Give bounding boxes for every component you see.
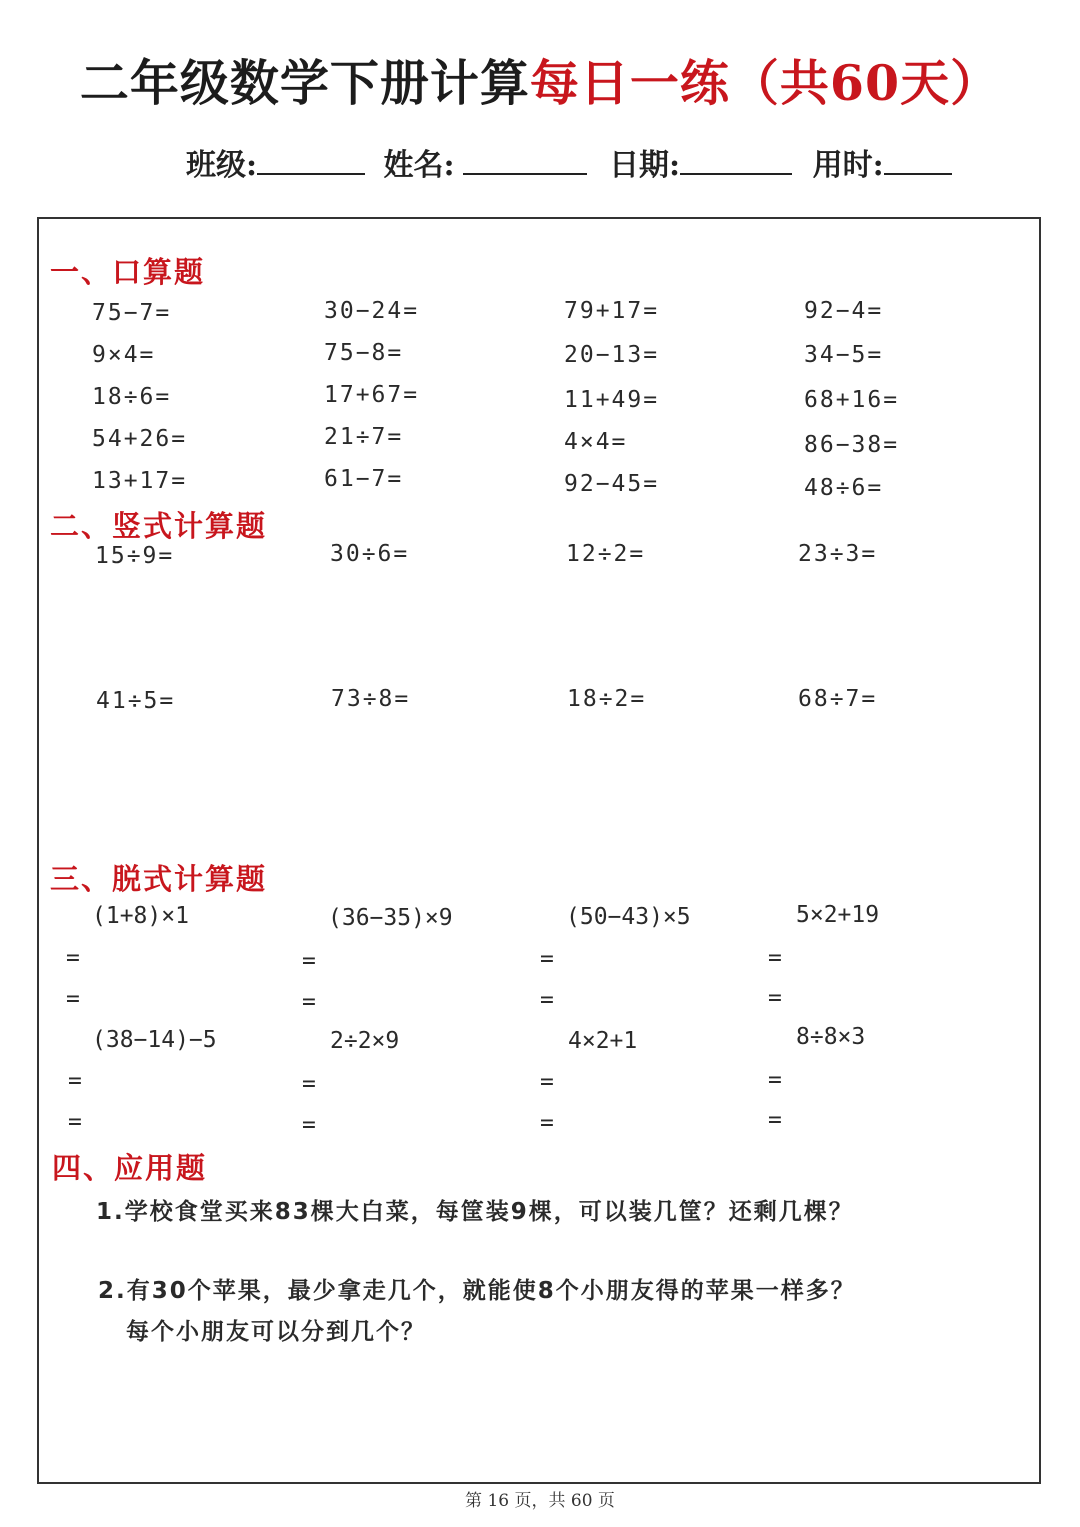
oral-problem: 48÷6= bbox=[804, 475, 884, 501]
oral-problem: 54+26= bbox=[92, 426, 188, 452]
vertical-problem: 41÷5= bbox=[96, 688, 176, 714]
name-field bbox=[384, 140, 587, 184]
step-equals-sign: = bbox=[768, 945, 782, 971]
step-equals-sign: = bbox=[540, 987, 554, 1013]
stepwise-problem: (1+8)×1 bbox=[92, 903, 189, 929]
class-label: 班级: bbox=[186, 148, 258, 183]
date-field bbox=[609, 140, 792, 184]
class-blank[interactable] bbox=[257, 143, 365, 175]
step-equals-sign: = bbox=[540, 946, 554, 972]
vertical-problem: 73÷8= bbox=[331, 686, 411, 712]
student-info-row bbox=[186, 140, 952, 184]
stepwise-problem: 8÷8×3 bbox=[796, 1024, 866, 1050]
date-blank[interactable] bbox=[680, 143, 792, 175]
step-equals-sign: = bbox=[302, 989, 316, 1015]
oral-problem: 17+67= bbox=[324, 382, 420, 408]
step-equals-sign: = bbox=[768, 1067, 782, 1093]
vertical-problem: 18÷2= bbox=[567, 686, 647, 712]
oral-problem: 34−5= bbox=[804, 342, 884, 368]
oral-problem: 79+17= bbox=[564, 298, 660, 324]
oral-problem: 92−4= bbox=[804, 298, 884, 324]
oral-problem: 4×4= bbox=[564, 429, 628, 455]
stepwise-problem: (36−35)×9 bbox=[328, 905, 453, 931]
step-equals-sign: = bbox=[540, 1110, 554, 1136]
step-equals-sign: = bbox=[768, 985, 782, 1011]
step-equals-sign: = bbox=[540, 1069, 554, 1095]
page-number: 第 16 页，共 60 页 bbox=[465, 1491, 615, 1511]
title-main: 二年级数学下册计算 bbox=[79, 54, 530, 112]
oral-problem: 13+17= bbox=[92, 468, 188, 494]
vertical-problem: 12÷2= bbox=[566, 541, 646, 567]
step-equals-sign: = bbox=[68, 1068, 82, 1094]
word-problem: 2.有30个苹果，最少拿走几个，就能使8个小朋友得的苹果一样多？ bbox=[98, 1278, 856, 1304]
oral-problem: 11+49= bbox=[564, 387, 660, 413]
class-field bbox=[186, 140, 365, 184]
stepwise-problem: 5×2+19 bbox=[796, 902, 880, 928]
stepwise-problem: (38−14)−5 bbox=[92, 1027, 217, 1053]
vertical-problem: 15÷9= bbox=[95, 543, 175, 569]
page-title bbox=[0, 45, 1080, 115]
name-label: 姓名: bbox=[383, 148, 455, 183]
step-equals-sign: = bbox=[302, 948, 316, 974]
oral-problem: 18÷6= bbox=[92, 384, 172, 410]
oral-problem: 68+16= bbox=[804, 387, 900, 413]
step-equals-sign: = bbox=[768, 1107, 782, 1133]
word-problem: 1.学校食堂买来83棵大白菜，每筐装9棵，可以装几筐？还剩几棵？ bbox=[96, 1199, 854, 1225]
stepwise-problem: 2÷2×9 bbox=[330, 1028, 400, 1054]
oral-problem: 9×4= bbox=[92, 342, 156, 368]
section-stepwise-heading: 三、脱式计算题 bbox=[50, 862, 268, 896]
oral-problem: 92−45= bbox=[564, 471, 660, 497]
vertical-problem: 30÷6= bbox=[330, 541, 410, 567]
oral-problem: 75−7= bbox=[92, 300, 172, 326]
word-problem-continuation: 每个小朋友可以分到几个？ bbox=[126, 1319, 426, 1345]
oral-problem: 30−24= bbox=[324, 298, 420, 324]
oral-problem: 61−7= bbox=[324, 466, 404, 492]
vertical-problem: 68÷7= bbox=[798, 686, 878, 712]
step-equals-sign: = bbox=[66, 945, 80, 971]
step-equals-sign: = bbox=[302, 1071, 316, 1097]
oral-problem: 21÷7= bbox=[324, 424, 404, 450]
section-oral-heading: 一、口算题 bbox=[50, 255, 206, 289]
step-equals-sign: = bbox=[66, 986, 80, 1012]
oral-problem: 86−38= bbox=[804, 432, 900, 458]
section-vertical-heading: 二、竖式计算题 bbox=[50, 509, 268, 543]
oral-problem: 75−8= bbox=[324, 340, 404, 366]
time-field bbox=[813, 140, 952, 184]
stepwise-problem: (50−43)×5 bbox=[566, 904, 691, 930]
step-equals-sign: = bbox=[68, 1109, 82, 1135]
title-highlight: 每日一练（共60天） bbox=[529, 54, 1001, 112]
time-label: 用时: bbox=[812, 148, 884, 183]
time-blank[interactable] bbox=[884, 143, 952, 175]
vertical-problem: 23÷3= bbox=[798, 541, 878, 567]
step-equals-sign: = bbox=[302, 1112, 316, 1138]
stepwise-problem: 4×2+1 bbox=[568, 1028, 638, 1054]
section-word-heading: 四、应用题 bbox=[52, 1151, 208, 1185]
oral-problem: 20−13= bbox=[564, 342, 660, 368]
name-blank[interactable] bbox=[463, 143, 587, 175]
date-label: 日期: bbox=[609, 148, 681, 183]
